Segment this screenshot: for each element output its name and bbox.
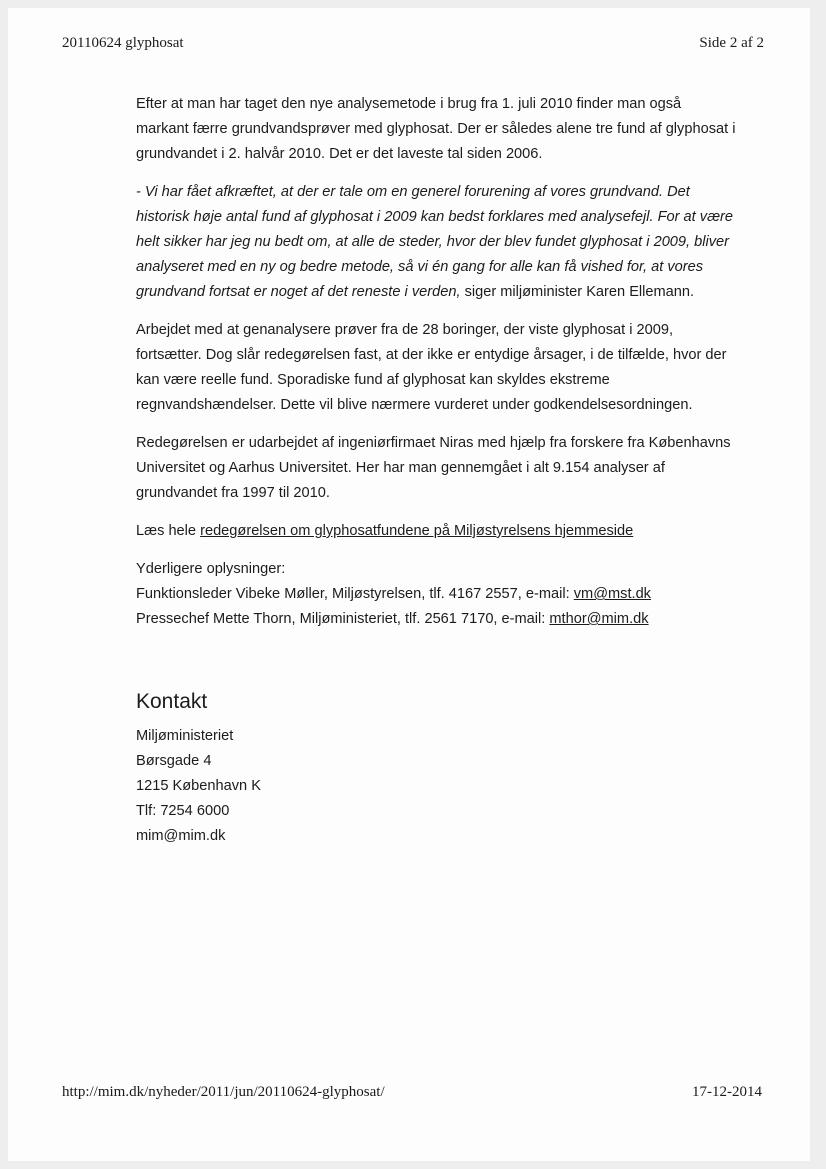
- document-page: [8, 8, 810, 1161]
- print-header-page-number: Side 2 af 2: [699, 35, 764, 51]
- paragraph-report-origin: Redegørelsen er udarbejdet af ingeniørfirmaet Niras med hjælp fra forskere fra Københavns Universitet og Aarhus Universitet. Her har man gennemgået i alt 9.154 analyser af grundvandet fra 1997 til 2010.: [136, 435, 731, 501]
- email-link-vm[interactable]: vm@mst.dk: [573, 586, 651, 602]
- read-more-prefix: Læs hele: [136, 523, 201, 539]
- print-footer-url: http://mim.dk/nyheder/2011/jun/20110624-glyphosat/: [62, 1084, 385, 1100]
- report-link[interactable]: redegørelsen om glyphosatfundene på Miljøstyrelsens hjemmeside: [200, 523, 634, 539]
- kontakt-org: Miljøministeriet: [136, 728, 234, 744]
- quote-attribution: siger miljøminister Karen Ellemann.: [460, 284, 695, 300]
- kontakt-street: Børsgade 4: [136, 753, 212, 769]
- kontakt-heading: Kontakt: [136, 690, 208, 713]
- print-header-title: 20110624 glyphosat: [62, 35, 184, 51]
- paragraph-minister-quote: [136, 180, 736, 305]
- kontakt-phone: Tlf: 7254 6000: [136, 803, 230, 819]
- print-footer-date: 17-12-2014: [692, 1084, 762, 1100]
- contact-line-moller: [136, 582, 736, 607]
- paragraph-read-more: [136, 519, 736, 544]
- kontakt-email: mim@mim.dk: [136, 828, 226, 844]
- further-info-heading: Yderligere oplysninger:: [136, 561, 286, 577]
- contact-moller-text: Funktionsleder Vibeke Møller, Miljøstyrelsen, tlf. 4167 2557, e-mail:: [136, 586, 574, 602]
- contact-line-thorn: [136, 607, 736, 632]
- kontakt-address-block: [136, 724, 736, 849]
- paragraph-analysis-method: Efter at man har taget den nye analysemetode i brug fra 1. juli 2010 finder man også markant færre grundvandsprøver med glyphosat. Der er således alene tre fund af glyphosat i grundvandet i 2. halvår 2010. Det er det laveste tal siden 2006.: [136, 96, 736, 162]
- further-info-block: [136, 557, 736, 632]
- article-body: [136, 92, 736, 849]
- paragraph-reanalysis: Arbejdet med at genanalysere prøver fra de 28 boringer, der viste glyphosat i 2009, fortsætter. Dog slår redegørelsen fast, at der ikke er entydige årsager, i de tilfælde, hvor der kan være reelle fund. Sporadiske fund af glyphosat kan skyldes ekstreme regnvandshændelser. Dette vil blive nærmere vurderet under godkendelsesordningen.: [136, 322, 727, 413]
- kontakt-city: 1215 København K: [136, 778, 261, 794]
- email-link-mthor[interactable]: mthor@mim.dk: [549, 611, 649, 627]
- minister-quote: - Vi har fået afkræftet, at der er tale om en generel forurening af vores grundvand. Det historisk høje antal fund af glyphosat i 2009 kan bedst forklares med analysefejl. For at være helt sikker har jeg nu bedt om, at alle de steder, hvor der blev fundet glyphosat i 2009, bliver analyseret med en ny og bedre metode, så vi én gang for alle kan få vished for, at vores grundvand fortsat er noget af det reneste i verden,: [136, 184, 734, 300]
- contact-thorn-text: Pressechef Mette Thorn, Miljøministeriet, tlf. 2561 7170, e-mail:: [136, 611, 550, 627]
